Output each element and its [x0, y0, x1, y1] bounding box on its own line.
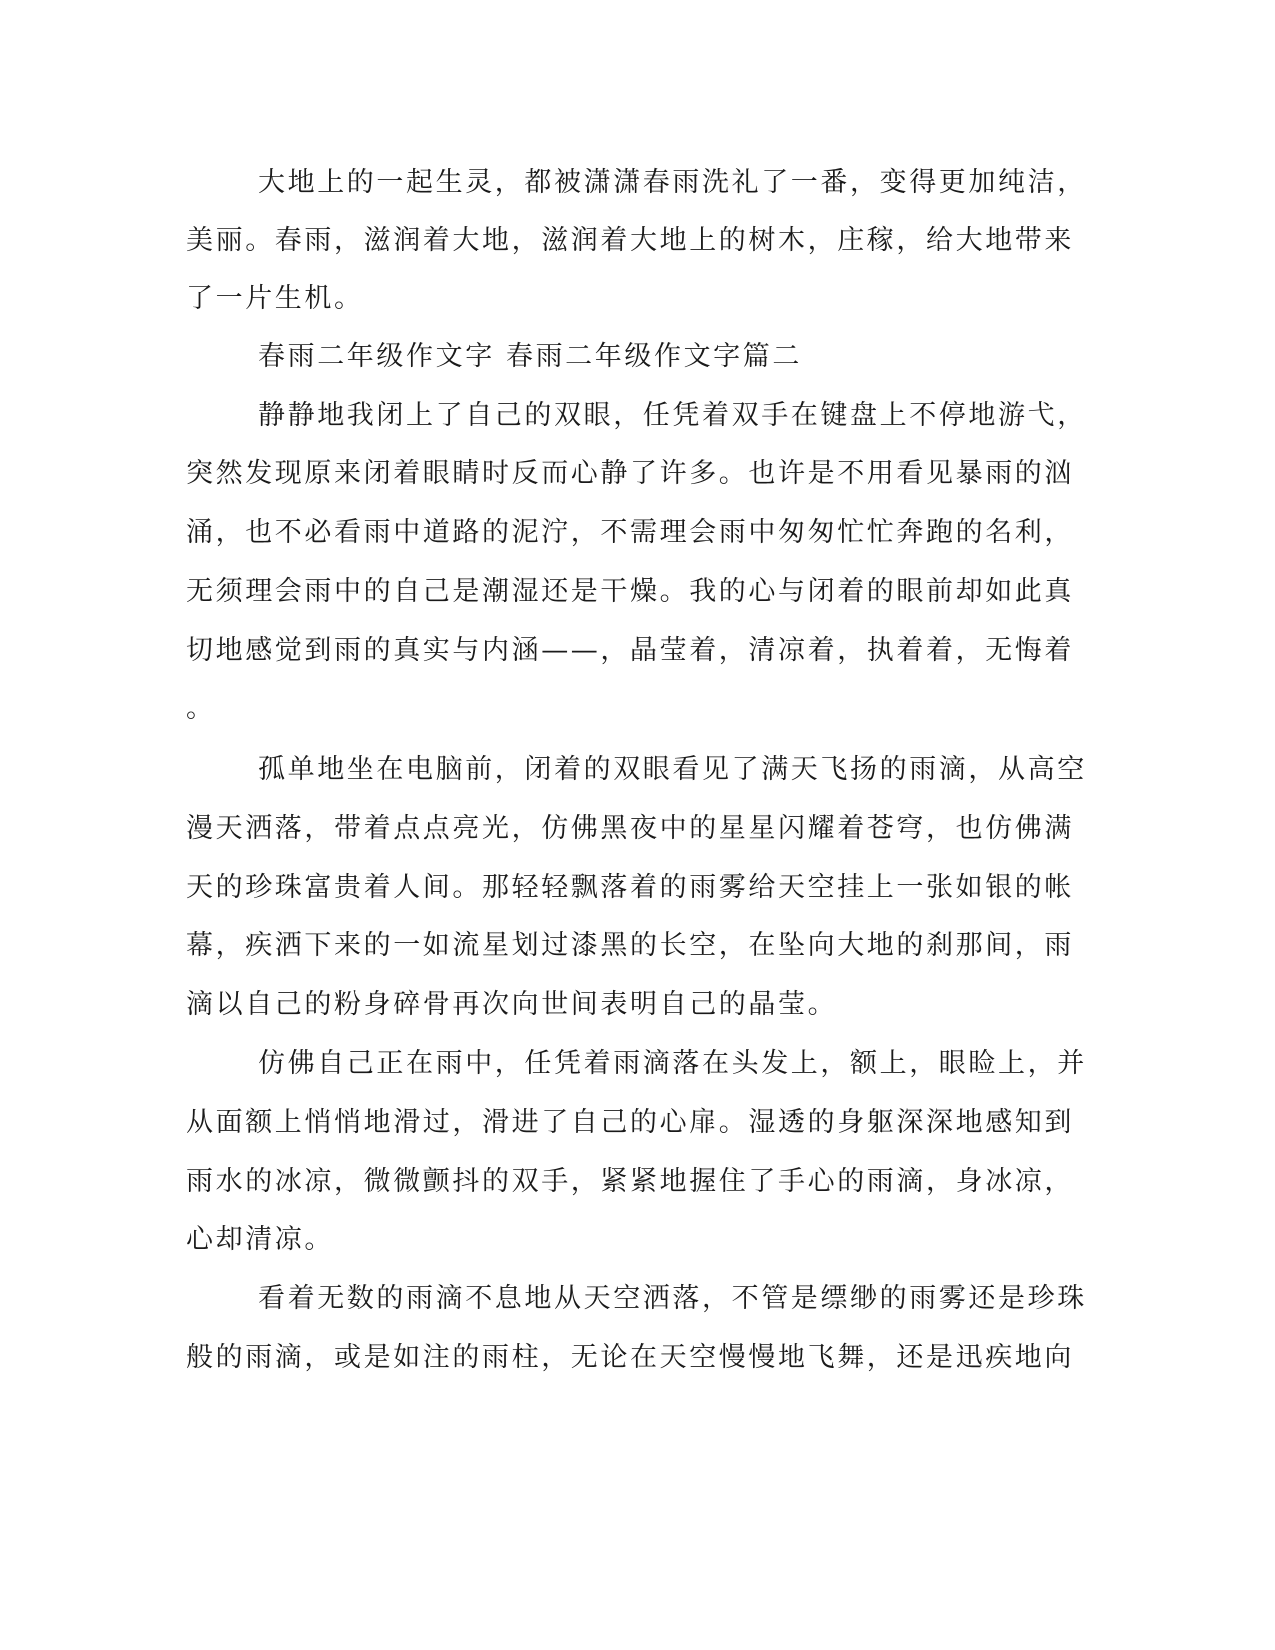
paragraph-line: 美丽。春雨，滋润着大地，滋润着大地上的树木，庄稼，给大地带来: [186, 225, 1074, 256]
paragraph-line: 涌，也不必看雨中道路的泥泞，不需理会雨中匆匆忙忙奔跑的名利，: [186, 517, 1074, 548]
paragraph-line: 孤单地坐在电脑前，闭着的双眼看见了满天飞扬的雨滴，从高空: [258, 754, 1087, 785]
paragraph-line: 看着无数的雨滴不息地从天空洒落，不管是缥缈的雨雾还是珍珠: [258, 1283, 1087, 1314]
paragraph-line: 心却清凉。: [186, 1224, 334, 1255]
paragraph-line: 静静地我闭上了自己的双眼，任凭着双手在键盘上不停地游弋，: [258, 400, 1087, 431]
paragraph-line: 仿佛自己正在雨中，任凭着雨滴落在头发上，额上，眼睑上，并: [258, 1048, 1087, 1079]
paragraph-line: 了一片生机。: [186, 283, 364, 314]
paragraph-line: 从面额上悄悄地滑过，滑进了自己的心扉。湿透的身躯深深地感知到: [186, 1107, 1074, 1138]
paragraph-line: 。: [186, 693, 216, 724]
paragraph-line: 切地感觉到雨的真实与内涵——，晶莹着，清凉着，执着着，无悔着: [186, 635, 1074, 666]
paragraph-line: 雨水的冰凉，微微颤抖的双手，紧紧地握住了手心的雨滴，身冰凉，: [186, 1166, 1074, 1197]
paragraph-line: 般的雨滴，或是如注的雨柱，无论在天空慢慢地飞舞，还是迅疾地向: [186, 1342, 1074, 1373]
section-heading: 春雨二年级作文字 春雨二年级作文字篇二: [258, 341, 802, 372]
paragraph-line: 漫天洒落，带着点点亮光，仿佛黑夜中的星星闪耀着苍穹，也仿佛满: [186, 813, 1074, 844]
paragraph-line: 幕，疾洒下来的一如流星划过漆黑的长空，在坠向大地的刹那间，雨: [186, 930, 1074, 961]
paragraph-line: 大地上的一起生灵，都被潇潇春雨洗礼了一番，变得更加纯洁，: [258, 167, 1087, 198]
paragraph-line: 突然发现原来闭着眼睛时反而心静了许多。也许是不用看见暴雨的汹: [186, 458, 1074, 489]
paragraph-line: 滴以自己的粉身碎骨再次向世间表明自己的晶莹。: [186, 989, 838, 1020]
paragraph-line: 无须理会雨中的自己是潮湿还是干燥。我的心与闭着的眼前却如此真: [186, 576, 1074, 607]
paragraph-line: 天的珍珠富贵着人间。那轻轻飘落着的雨雾给天空挂上一张如银的帐: [186, 872, 1074, 903]
